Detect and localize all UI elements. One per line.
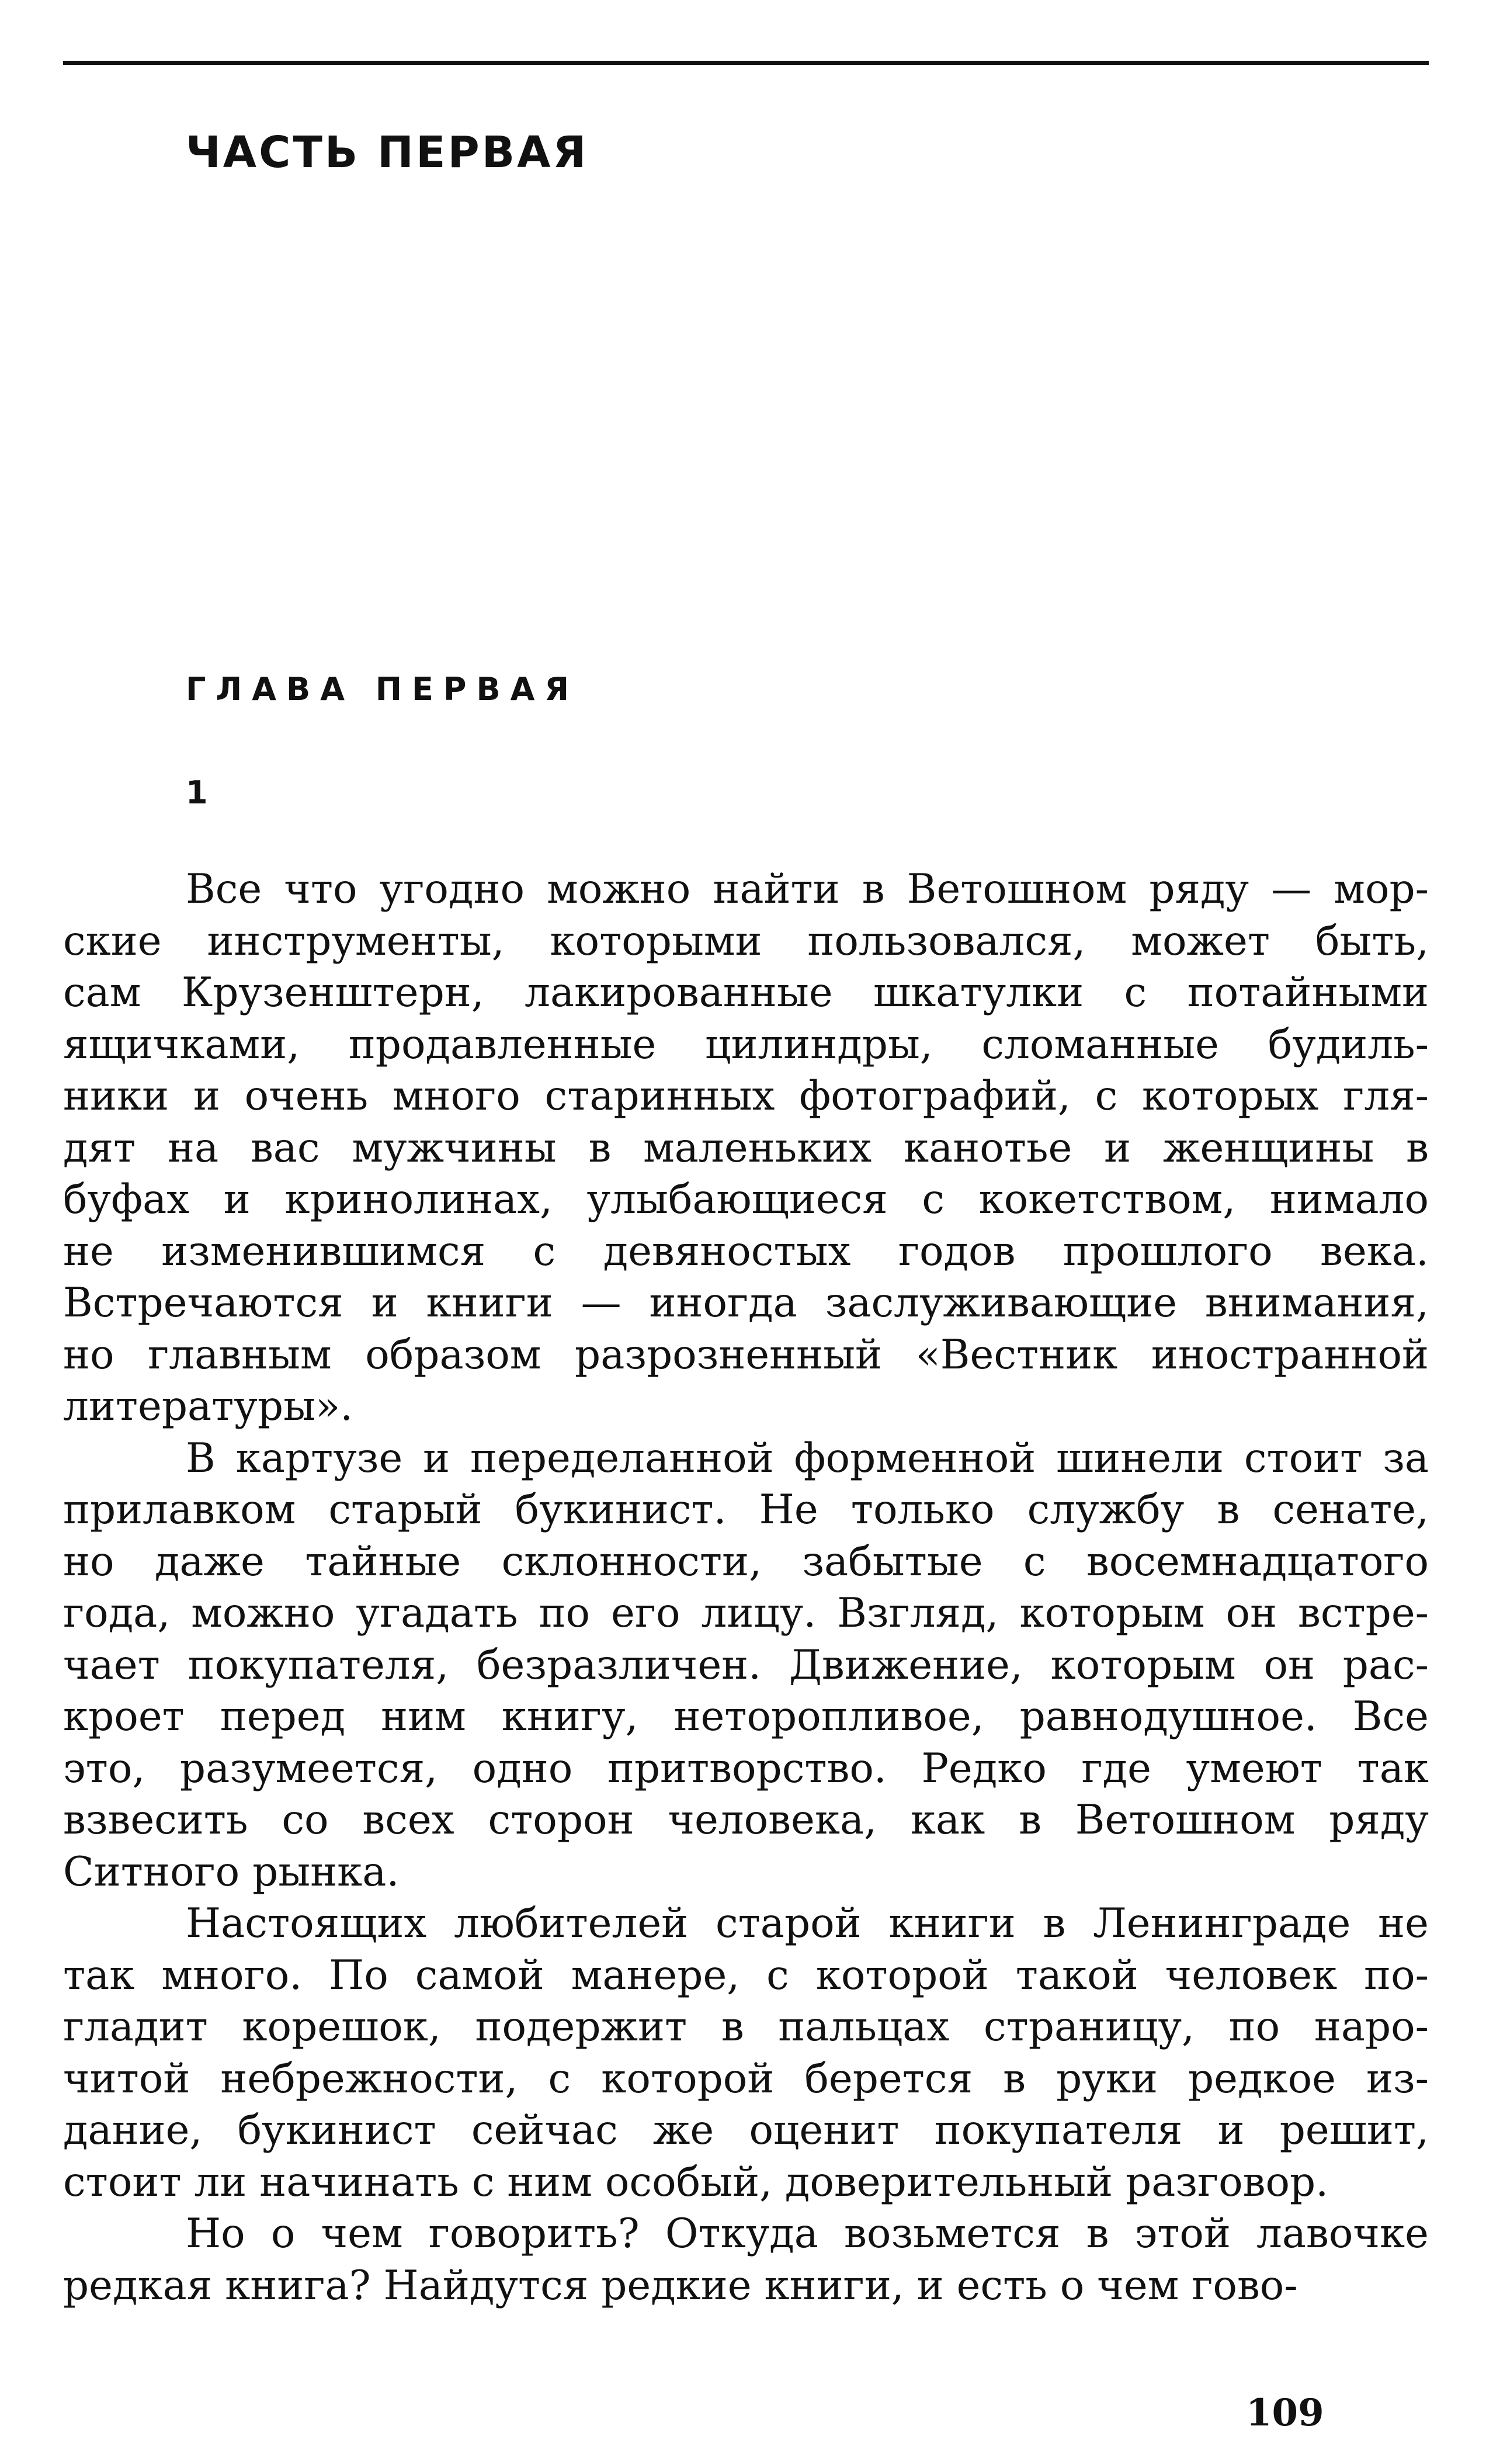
text-line: дание, букинист сейчас же оценит покупателя и решит, <box>63 2107 1429 2154</box>
paragraph <box>63 1433 1429 1898</box>
text-line: Настоящих любителей старой книги в Ленинграде не <box>186 1900 1429 1947</box>
body-text <box>63 864 1429 2311</box>
text-line: литературы». <box>63 1383 353 1430</box>
text-line: Все что угодно можно найти в Ветошном ряду — мор- <box>186 866 1429 913</box>
text-line: ские инструменты, которыми пользовался, может быть, <box>63 917 1429 965</box>
text-line: буфах и кринолинах, улыбающиеся с кокетством, нимало <box>63 1176 1429 1223</box>
text-line: дят на вас мужчины в маленьких канотье и женщины в <box>63 1124 1429 1172</box>
text-line: читой небрежности, с которой берется в руки редкое из- <box>63 2055 1429 2102</box>
text-line: Ситного рынка. <box>63 1848 400 1895</box>
text-line: стоит ли начинать с ним особый, доверительный разговор. <box>63 2158 1329 2206</box>
text-line: года, можно угадать по его лицу. Взгляд, которым он встре- <box>63 1590 1429 1637</box>
text-line: Встречаются и книги — иногда заслуживающие внимания, <box>63 1280 1429 1326</box>
text-line: но даже тайные склонности, забытые с восемнадцатого <box>63 1538 1429 1585</box>
text-line: Но о чем говорить? Откуда возьмется в этой лавочке <box>186 2210 1429 2257</box>
paragraph <box>63 1898 1429 2208</box>
chapter-title: ГЛАВА ПЕРВАЯ <box>186 671 579 708</box>
text-line: сам Крузенштерн, лакированные шкатулки с потайными <box>63 969 1429 1016</box>
text-line: взвесить со всех сторон человека, как в Ветошном ряду <box>63 1797 1429 1843</box>
paragraph <box>63 864 1429 1433</box>
paragraph <box>63 2208 1429 2311</box>
part-title: ЧАСТЬ ПЕРВАЯ <box>186 127 589 178</box>
text-line: прилавком старый букинист. Не только службу в сенате, <box>63 1486 1429 1533</box>
text-line: гладит корешок, подержит в пальцах страницу, по наро- <box>63 2004 1429 2050</box>
section-number: 1 <box>186 774 208 811</box>
text-line: ники и очень много старинных фотографий, с которых гля- <box>63 1073 1429 1120</box>
text-line: ящичками, продавленные цилиндры, сломанные будиль- <box>63 1021 1429 1068</box>
page-number: 109 <box>1246 2391 1324 2435</box>
text-line: так много. По самой манере, с которой такой человек по- <box>63 1952 1429 1999</box>
text-line: чает покупателя, безразличен. Движение, которым он рас- <box>63 1641 1429 1689</box>
text-line: редкая книга? Найдутся редкие книги, и есть о чем гово- <box>63 2262 1298 2309</box>
text-line: не изменившимся с девяностых годов прошлого века. <box>63 1228 1429 1275</box>
top-rule <box>63 61 1429 65</box>
text-line: кроет перед ним книгу, неторопливое, равнодушное. Все <box>63 1693 1429 1740</box>
text-line: но главным образом разрозненный «Вестник иностранной <box>63 1331 1429 1378</box>
text-line: В картузе и переделанной форменной шинели стоит за <box>186 1434 1429 1482</box>
text-line: это, разумеется, одно притворство. Редко где умеют так <box>63 1745 1429 1792</box>
